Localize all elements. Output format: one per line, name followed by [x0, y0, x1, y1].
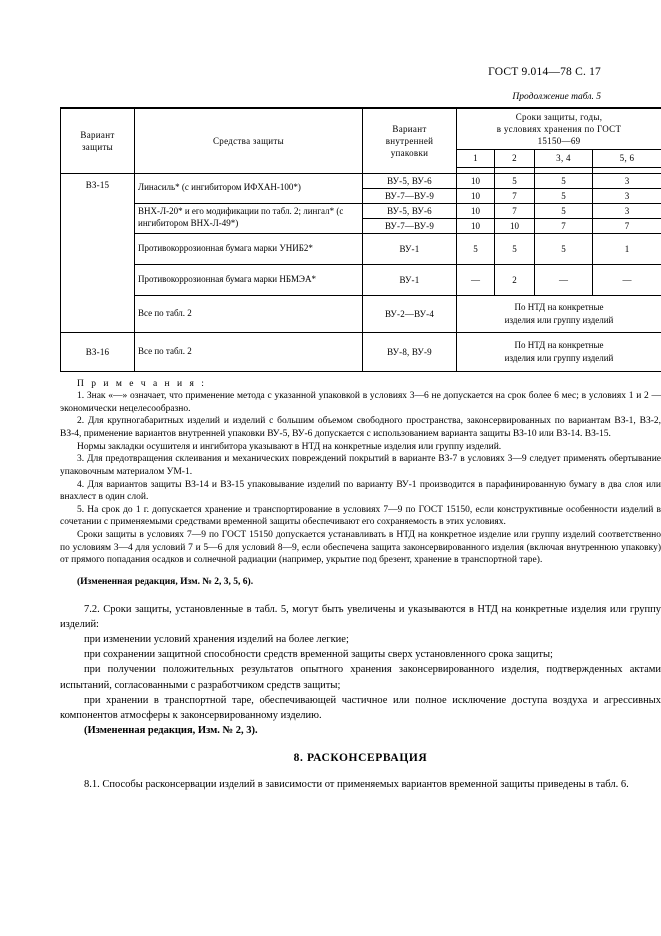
page-header: ГОСТ 9.014—78 С. 17: [488, 66, 601, 78]
cell-term-5-4: —: [593, 264, 661, 295]
cell-term-2-4: 3: [593, 203, 661, 218]
cell-term-2-1: 10: [457, 203, 495, 218]
table-row: [61, 332, 661, 371]
th-cond-2: 2: [495, 150, 535, 167]
notes-revision: (Измененная редакция, Изм. № 2, 3, 5, 6).: [77, 576, 254, 587]
table-row: [61, 295, 661, 332]
cell-term-5-2: 2: [495, 264, 535, 295]
clause-7-2: [60, 602, 661, 739]
clause-7-2-bullet-2: при сохранении защитной способности средств временной защиты сверх установленного срока защиты;: [84, 649, 553, 661]
cell-term-3-2: 10: [495, 218, 535, 233]
cell-term-1-2: 7: [495, 188, 535, 203]
clause-7-2-revision: (Измененная редакция, Изм. № 2, 3).: [84, 725, 258, 737]
cell-inner-3: ВУ-7—ВУ-9: [363, 218, 457, 233]
cell-term-4-4: 1: [593, 233, 661, 264]
cell-inner-7: ВУ-8, ВУ-9: [363, 332, 457, 371]
cell-term-5-3: —: [535, 264, 593, 295]
table-notes: [60, 378, 661, 589]
cell-ntd-6: По НТД на конкретные изделия или группу изделий: [457, 295, 661, 332]
note-item-7: Сроки защиты в условиях 7—9 по ГОСТ 15150 допускается устанавливать в НТД на конкретное изделие или группу изделий соответственно по условиям 3—4 для условий 7 и 5—6 для условий 8—9, если обеспечена защита законсервированного изделия (включая внутреннюю упаковку) от прямого попадания осадков и солнечной радиации (например, укрытие под брезент, хранение в транспортной таре).: [60, 530, 661, 566]
clause-8-1-text: 8.1. Способы расконсервации изделий в зависимости от применяемых вариантов временной защиты приведены в табл. 6.: [84, 778, 629, 790]
table-row: [61, 264, 661, 295]
cell-term-0-1: 10: [457, 173, 495, 188]
note-item-1: 1. Знак «—» означает, что применение метода с указанной упаковкой в условиях 3—6 не допускается на срок более 6 мес; в условиях 1 и 2 — экономически нецелесообразно.: [60, 391, 661, 414]
clause-7-2-bullet-4: при хранении в транспортной таре, обеспечивающей частичное или полное исключение доступа воздуха и агрессивных компонентов атмосферы к законсервированному изделию.: [60, 694, 661, 722]
cell-term-2-2: 7: [495, 203, 535, 218]
th-cond-56: 5, 6: [593, 150, 661, 167]
cell-term-1-3: 5: [535, 188, 593, 203]
note-item-2: 2. Для крупногабаритных изделий и изделий с большим объемом свободного пространства, законсервированных по вариантам ВЗ-1, ВЗ-2, ВЗ-4, применение вариантов внутренней упаковки ВУ-5, ВУ-6 допускается с использованием варианта защиты ВЗ-10 или ВЗ-14. ВЗ-15.: [60, 416, 661, 440]
th-cond-34: 3, 4: [535, 150, 593, 167]
th-variant: Вариант защиты: [61, 108, 135, 173]
cell-term-4-2: 5: [495, 233, 535, 264]
protection-terms-table: [60, 107, 661, 372]
cell-means-linasil: Линасиль* (с ингибитором ИФХАН-100*): [135, 173, 363, 203]
cell-means-all-tab2-b: Все по табл. 2: [135, 332, 363, 371]
notes-title: П р и м е ч а н и я :: [77, 378, 207, 389]
cell-term-2-3: 5: [535, 203, 593, 218]
cell-term-3-1: 10: [457, 218, 495, 233]
cell-term-3-3: 7: [535, 218, 593, 233]
note-item-6: 5. На срок до 1 г. допускается хранение и транспортирование в условиях 7—9 по ГОСТ 15150, если конструктивные особенности изделий в сочетании с применяемыми средствами временной защиты обеспечивают его сохраняемость в этих условиях.: [60, 504, 661, 528]
th-terms: Сроки защиты, годы, в условиях хранения по ГОСТ 15150—69: [457, 108, 661, 150]
note-item-5: 4. Для вариантов защиты ВЗ-14 и ВЗ-15 упаковывание изделий по варианту ВУ-1 производится в парафинированную бумагу в два слоя или внахлест в один слой.: [60, 479, 661, 503]
cell-term-0-2: 5: [495, 173, 535, 188]
cell-variant-vz16: ВЗ-16: [61, 332, 135, 371]
clause-8-1: [60, 777, 661, 792]
note-item-4: 3. Для предотвращения склеивания и механических повреждений покрытий в варианте ВЗ-7 в условиях 3—9 следует применять обертывание упаковочным материалом УМ-1.: [60, 454, 661, 477]
cell-means-vnhl20: ВНХ-Л-20* и его модификации по табл. 2; лингал* (с ингибитором ВНХ-Л-49*): [135, 203, 363, 233]
cell-term-4-1: 5: [457, 233, 495, 264]
cell-ntd-7: По НТД на конкретные изделия или группу изделий: [457, 332, 661, 371]
cell-means-nbmea: Противокоррозионная бумага марки НБМЭА*: [135, 264, 363, 295]
table-header-row-1: [61, 108, 661, 150]
note-item-3: Нормы закладки осушителя и ингибитора указывают в НТД на конкретные изделия или группу изделий.: [77, 441, 502, 452]
cell-inner-5: ВУ-1: [363, 264, 457, 295]
cell-term-1-4: 3: [593, 188, 661, 203]
cell-inner-6: ВУ-2—ВУ-4: [363, 295, 457, 332]
cell-term-0-4: 3: [593, 173, 661, 188]
cell-inner-4: ВУ-1: [363, 233, 457, 264]
table-row: [61, 233, 661, 264]
cell-term-5-1: —: [457, 264, 495, 295]
cell-inner-2: ВУ-5, ВУ-6: [363, 203, 457, 218]
cell-inner-0: ВУ-5, ВУ-6: [363, 173, 457, 188]
cell-term-4-3: 5: [535, 233, 593, 264]
th-inner-packaging: Вариант внутренней упаковки: [363, 108, 457, 173]
clause-7-2-bullet-1: при изменении условий хранения изделий на более легкие;: [84, 634, 349, 645]
cell-inner-1: ВУ-7—ВУ-9: [363, 188, 457, 203]
clause-7-2-text: 7.2. Сроки защиты, установленные в табл. 5, могут быть увеличены и указываются в НТД на конкретные изделия или группу изделий:: [60, 603, 661, 630]
table-continuation-label: Продолжение табл. 5: [512, 92, 601, 102]
cell-term-1-1: 10: [457, 188, 495, 203]
th-cond-1: 1: [457, 150, 495, 167]
section-8-title: 8. РАСКОНСЕРВАЦИЯ: [293, 751, 428, 764]
th-means: Средства защиты: [135, 108, 363, 173]
cell-term-0-3: 5: [535, 173, 593, 188]
cell-means-unib2: Противокоррозионная бумага марки УНИБ2*: [135, 233, 363, 264]
cell-term-3-4: 7: [593, 218, 661, 233]
cell-means-all-tab2-a: Все по табл. 2: [135, 295, 363, 332]
clause-7-2-bullet-3: при получении положительных результатов опытного хранения законсервированного изделия, подтвержденных актами испытаний, согласованными с разработчиком средств защиты;: [60, 664, 661, 691]
cell-variant-vz15: ВЗ-15: [61, 173, 135, 332]
table-row: [61, 173, 661, 188]
table-row: [61, 203, 661, 218]
